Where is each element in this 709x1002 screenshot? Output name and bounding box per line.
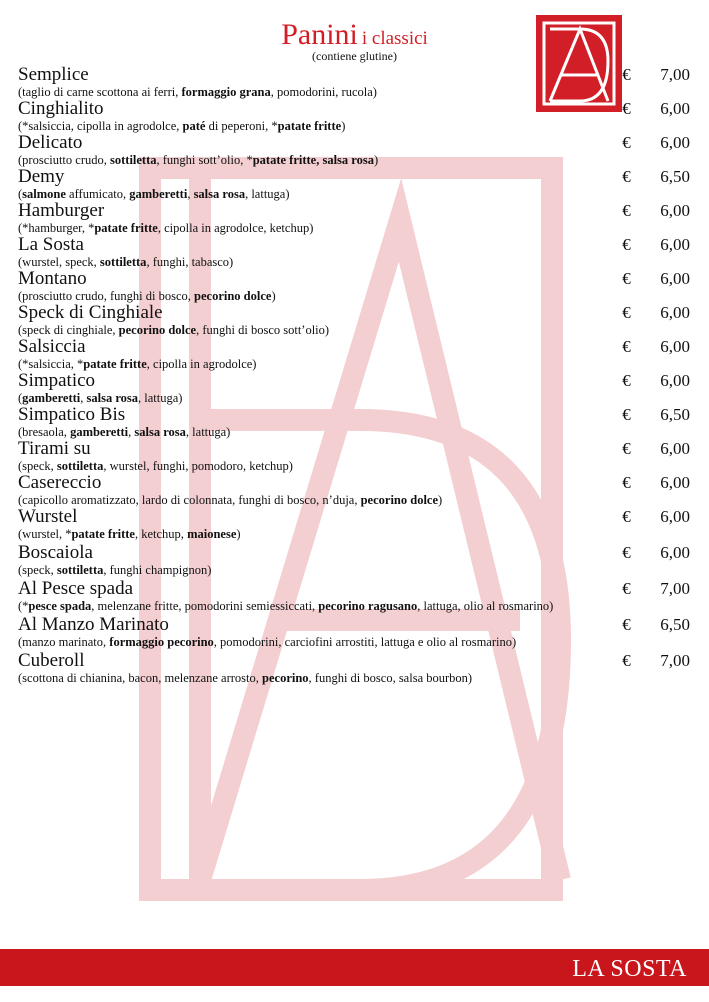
menu-item-row [18, 64, 690, 86]
menu-item [18, 166, 690, 201]
menu-item [18, 472, 690, 507]
ingredient-highlight: pecorino dolce [194, 289, 272, 303]
currency-symbol: € [622, 507, 631, 526]
description-text: (wurstel, speck, [18, 255, 100, 269]
menu-item-row [18, 404, 690, 426]
description-text: , cipolla in agrodolce, ketchup) [157, 221, 314, 235]
currency-symbol: € [622, 337, 631, 356]
ingredient-highlight: formaggio pecorino [109, 635, 214, 649]
ingredient-highlight: pecorino dolce [360, 493, 439, 507]
ingredient-highlight: pecorino [262, 671, 309, 685]
item-description [18, 187, 690, 201]
item-price [622, 438, 690, 460]
item-description [18, 671, 690, 685]
item-price [622, 472, 690, 494]
menu-item [18, 302, 690, 337]
description-text: , wurstel, funghi, pomodoro, ketchup) [103, 459, 293, 473]
currency-symbol: € [622, 651, 631, 670]
description-text: , lattuga) [245, 187, 290, 201]
item-name: La Sosta [18, 234, 84, 255]
menu-header [0, 18, 709, 64]
ingredient-highlight: patate fritte [277, 119, 342, 133]
item-name: Cinghialito [18, 98, 104, 119]
description-text: (* [18, 599, 29, 613]
menu-item-row [18, 650, 690, 672]
menu-item-row [18, 132, 690, 154]
item-description [18, 391, 690, 405]
description-text: , pomodorini, rucola) [270, 85, 377, 99]
description-text: , funghi champignon) [103, 563, 212, 577]
currency-symbol: € [622, 579, 631, 598]
price-value: 6,00 [660, 235, 690, 254]
description-text: , funghi, tabasco) [146, 255, 234, 269]
description-text: , cipolla in agrodolce) [146, 357, 257, 371]
ingredient-highlight: gamberetti [22, 391, 81, 405]
item-price [622, 234, 690, 256]
price-value: 6,00 [660, 201, 690, 220]
item-price [622, 650, 690, 672]
description-text: , lattuga, olio al rosmarino) [417, 599, 554, 613]
ingredient-highlight: pecorino ragusano [318, 599, 418, 613]
menu-item [18, 438, 690, 473]
item-name: Simpatico Bis [18, 404, 126, 425]
item-name: Speck di Cinghiale [18, 302, 163, 323]
item-price [622, 506, 690, 528]
menu-item [18, 404, 690, 439]
menu-item-row [18, 302, 690, 324]
menu-item-row [18, 438, 690, 460]
description-text: di peperoni, * [205, 119, 278, 133]
ingredient-highlight: salsa rosa [86, 391, 139, 405]
menu-item-row [18, 98, 690, 120]
price-value: 6,00 [660, 269, 690, 288]
description-text: (taglio di carne scottona ai ferri, [18, 85, 182, 99]
menu-item-row [18, 234, 690, 256]
title-main: Panini [281, 18, 358, 51]
menu-item [18, 336, 690, 371]
item-description [18, 357, 690, 371]
item-price [622, 404, 690, 426]
currency-symbol: € [622, 269, 631, 288]
ingredient-highlight: formaggio grana [181, 85, 271, 99]
menu-item [18, 506, 690, 541]
item-description [18, 459, 690, 473]
item-description [18, 635, 690, 649]
item-name: Boscaiola [18, 542, 93, 563]
description-text: , funghi di bosco, salsa bourbon) [308, 671, 473, 685]
item-description [18, 599, 690, 613]
price-value: 6,00 [660, 507, 690, 526]
menu-item [18, 132, 690, 167]
price-value: 7,00 [660, 65, 690, 84]
menu-item-row [18, 336, 690, 358]
item-description [18, 221, 690, 235]
menu-item-row [18, 166, 690, 188]
price-value: 7,00 [660, 579, 690, 598]
item-name: Wurstel [18, 506, 78, 527]
currency-symbol: € [622, 473, 631, 492]
item-price [622, 200, 690, 222]
description-text: , lattuga) [185, 425, 231, 439]
ingredient-highlight: patate fritte [83, 357, 147, 371]
ingredient-highlight: patate fritte, salsa rosa [252, 153, 374, 167]
item-name: Hamburger [18, 200, 105, 221]
menu-item [18, 64, 690, 99]
description-text: , ketchup, [134, 527, 188, 541]
gluten-note: (contiene glutine) [312, 49, 397, 63]
item-description [18, 255, 690, 269]
item-price [622, 542, 690, 564]
item-price [622, 578, 690, 600]
description-text: ) [438, 493, 443, 507]
price-value: 6,00 [660, 473, 690, 492]
item-name: Montano [18, 268, 87, 289]
currency-symbol: € [622, 405, 631, 424]
item-price [622, 98, 690, 120]
description-text: (speck di cinghiale, [18, 323, 119, 337]
ingredient-highlight: gamberetti [70, 425, 129, 439]
currency-symbol: € [622, 133, 631, 152]
menu-item [18, 542, 690, 577]
description-text: , funghi di bosco sott’olio) [196, 323, 330, 337]
title-sub: i classici [361, 28, 428, 49]
ingredient-highlight: maionese [187, 527, 237, 541]
price-value: 7,00 [660, 651, 690, 670]
item-description [18, 563, 690, 577]
currency-symbol: € [622, 167, 631, 186]
item-name: Simpatico [18, 370, 96, 391]
description-text: , funghi sott’olio, * [156, 153, 253, 167]
menu-item [18, 200, 690, 235]
menu-item [18, 268, 690, 303]
menu-item [18, 234, 690, 269]
menu-item-row [18, 200, 690, 222]
item-price [622, 302, 690, 324]
description-text: (prosciutto crudo, funghi di bosco, [18, 289, 195, 303]
menu-item [18, 98, 690, 133]
description-text: (wurstel, * [18, 527, 72, 541]
menu-item [18, 614, 690, 649]
price-value: 6,00 [660, 303, 690, 322]
ingredient-highlight: salsa rosa [134, 425, 186, 439]
item-price [622, 64, 690, 86]
menu-item-row [18, 542, 690, 564]
description-text: ( [18, 187, 23, 201]
item-name: Cuberoll [18, 650, 85, 671]
description-text: (prosciutto crudo, [18, 153, 110, 167]
item-price [622, 166, 690, 188]
description-text: ( [18, 391, 23, 405]
item-name: Casereccio [18, 472, 102, 493]
menu-item-row [18, 506, 690, 528]
currency-symbol: € [622, 201, 631, 220]
item-name: Delicato [18, 132, 83, 153]
currency-symbol: € [622, 439, 631, 458]
price-value: 6,50 [660, 615, 690, 634]
footer-brand: LA SOSTA [572, 956, 687, 982]
ingredient-highlight: sottiletta [56, 459, 104, 473]
currency-symbol: € [622, 615, 631, 634]
ingredient-highlight: sottiletta [99, 255, 147, 269]
item-price [622, 370, 690, 392]
description-text: , [187, 187, 194, 201]
description-text: (manzo marinato, [18, 635, 110, 649]
item-description [18, 527, 690, 541]
currency-symbol: € [622, 303, 631, 322]
menu-item [18, 370, 690, 405]
menu-item-row [18, 370, 690, 392]
menu-item [18, 578, 690, 613]
item-description [18, 425, 690, 439]
description-text: , [80, 391, 87, 405]
item-name: Al Manzo Marinato [18, 614, 169, 635]
ingredient-highlight: pecorino dolce [118, 323, 197, 337]
item-description [18, 323, 690, 337]
description-text: , [128, 425, 135, 439]
price-value: 6,50 [660, 167, 690, 186]
ingredient-highlight: salmone [22, 187, 66, 201]
description-text: , lattuga) [138, 391, 183, 405]
item-price [622, 268, 690, 290]
item-description [18, 493, 690, 507]
description-text: , melenzane fritte, pomodorini semiessiccati, [91, 599, 319, 613]
item-name: Al Pesce spada [18, 578, 134, 599]
item-name: Tirami su [18, 438, 91, 459]
currency-symbol: € [622, 371, 631, 390]
price-value: 6,50 [660, 405, 690, 424]
description-text: ) [341, 119, 346, 133]
item-name: Salsiccia [18, 336, 86, 357]
price-value: 6,00 [660, 337, 690, 356]
description-text: ) [373, 153, 379, 167]
currency-symbol: € [622, 235, 631, 254]
item-description [18, 153, 690, 167]
description-text: ) [271, 289, 276, 303]
ingredient-highlight: sottiletta [110, 153, 157, 167]
description-text: (speck, [18, 563, 57, 577]
footer-bar [0, 949, 709, 986]
item-description [18, 119, 690, 133]
description-text: (capicollo aromatizzato, lardo di colonnata, funghi di bosco, n’duja, [18, 493, 361, 507]
description-text: (*hamburger, * [18, 221, 95, 235]
item-description [18, 289, 690, 303]
ingredient-highlight: sottiletta [56, 563, 104, 577]
price-value: 6,00 [660, 371, 690, 390]
ingredient-highlight: pesce spada [28, 599, 92, 613]
menu-item-row [18, 614, 690, 636]
item-name: Demy [18, 166, 65, 187]
description-text: (*salsiccia, * [18, 357, 84, 371]
menu-title [0, 18, 709, 52]
price-value: 6,00 [660, 99, 690, 118]
description-text: (bresaola, [18, 425, 71, 439]
ingredient-highlight: paté [182, 119, 206, 133]
item-description [18, 85, 690, 99]
menu-item-row [18, 472, 690, 494]
item-price [622, 132, 690, 154]
description-text: (*salsiccia, cipolla in agrodolce, [18, 119, 183, 133]
description-text: (scottona di chianina, bacon, melenzane arrosto, [18, 671, 263, 685]
item-price [622, 614, 690, 636]
description-text: ) [236, 527, 241, 541]
item-price [622, 336, 690, 358]
description-text: affumicato, [65, 187, 130, 201]
menu-item-row [18, 578, 690, 600]
ingredient-highlight: salsa rosa [193, 187, 246, 201]
ingredient-highlight: gamberetti [129, 187, 188, 201]
currency-symbol: € [622, 99, 631, 118]
price-value: 6,00 [660, 133, 690, 152]
price-value: 6,00 [660, 439, 690, 458]
ingredient-highlight: patate fritte [94, 221, 158, 235]
ingredient-highlight: patate fritte [71, 527, 135, 541]
description-text: , pomodorini, carciofini arrostiti, lattuga e olio al rosmarino) [213, 635, 517, 649]
menu-item [18, 650, 690, 685]
currency-symbol: € [622, 65, 631, 84]
description-text: (speck, [18, 459, 57, 473]
menu-item-row [18, 268, 690, 290]
price-value: 6,00 [660, 543, 690, 562]
item-name: Semplice [18, 64, 89, 85]
currency-symbol: € [622, 543, 631, 562]
